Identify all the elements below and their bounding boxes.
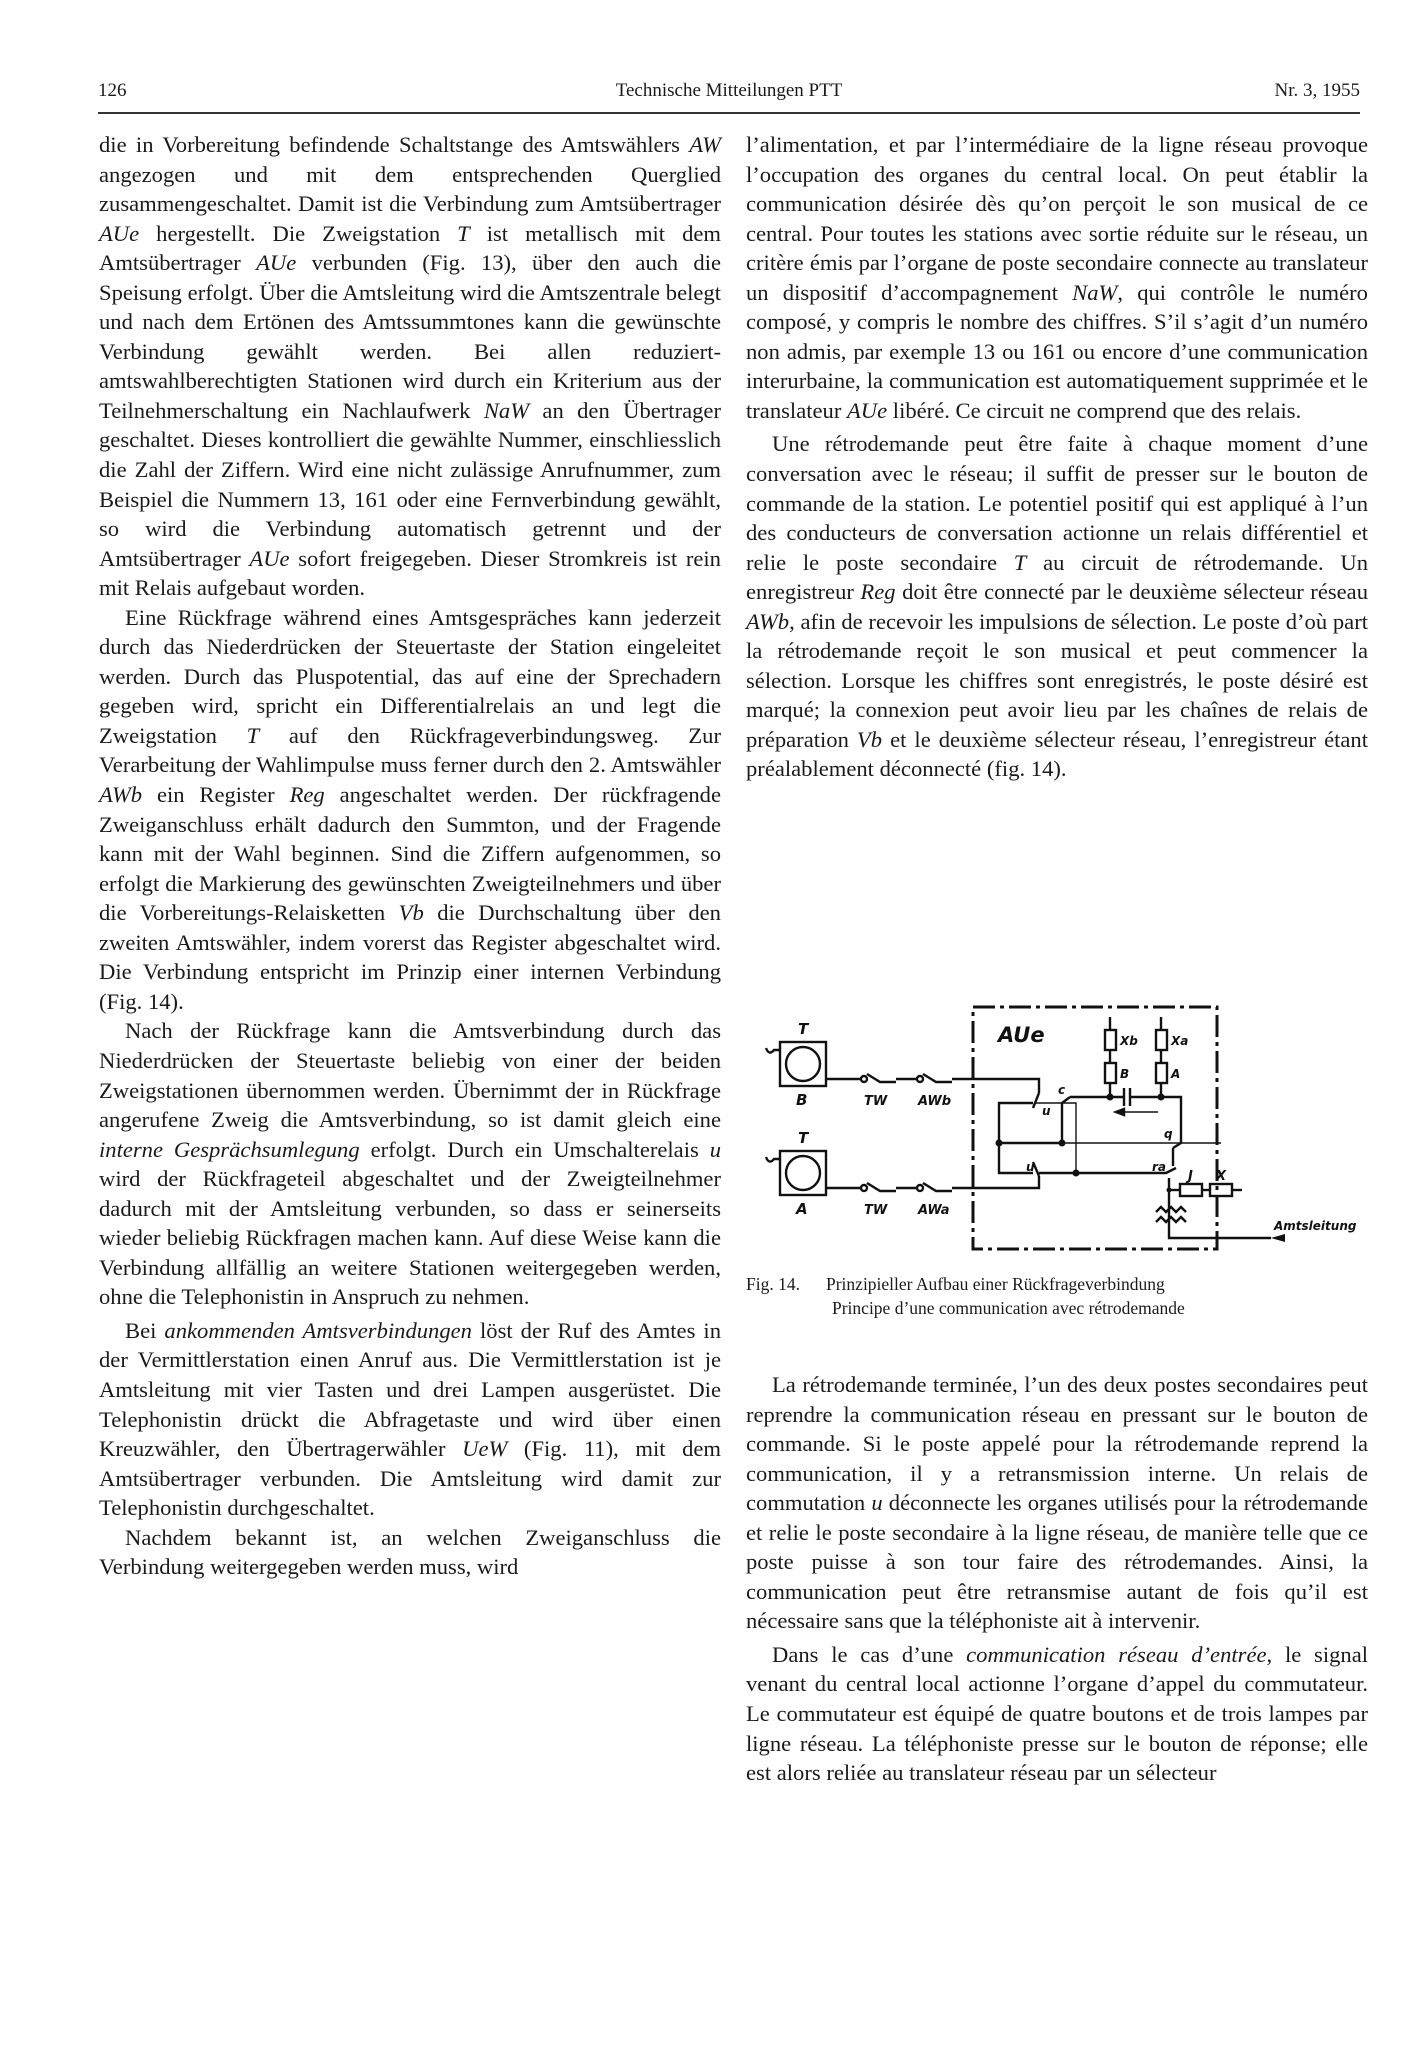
label-relay-a: A bbox=[1171, 1067, 1181, 1081]
label-station-b: B bbox=[796, 1091, 808, 1109]
italic-term: AUe bbox=[256, 250, 297, 276]
paragraph: La rétrodemande terminée, l’un des deux postes secondaires peut reprendre la communication réseau en pressant sur le bouton de commande. Si le poste appelé pour la rétrodemande reprend la communication, il y a retransmission interne. Un relais de commutation u déconnecte les organes utilisés pour la rétrodemande et relie le poste secondaire à la ligne réseau, de manière telle que ce poste puisse à son tour faire des rétrodemandes. Ainsi, la communication peut être retransmise autant de fois qu’il est nécessaire sans que la téléphoniste ait à intervenir. bbox=[746, 1372, 1369, 1634]
italic-term: Reg bbox=[860, 579, 896, 605]
label-amtsleitung: Amtsleitung bbox=[1274, 1219, 1357, 1233]
label-j: J bbox=[1188, 1169, 1193, 1184]
label-tw-bottom: TW bbox=[864, 1203, 888, 1218]
relay-contact-u-top bbox=[1033, 1093, 1039, 1108]
italic-term: AUe bbox=[249, 545, 290, 571]
paragraph: Nach der Rückfrage kann die Amtsverbindung durch das Niederdrücken der Steuertaste beliebig von einer der beiden Zweigstationen übernommen werden. Übernimmt der in Rückfrage angerufene Zweig die Amtsverbindung, so ist damit gleich eine interne Gesprächsumlegung erfolgt. Durch ein Umschalterelais u wird der Rückfrageteil abgeschaltet und der Zweigteilnehmer dadurch mit der Amtsleitung verbunden, so dass er seinerseits wieder beliebig Rückfragen machen kann. Auf diese Weise kann die Verbindung allfällig an weitere Stationen weitergegeben werden, ohne die Telephonistin in Anspruch zu nehmen. bbox=[99, 1018, 721, 1310]
italic-term: T bbox=[1013, 549, 1027, 575]
label-station-bottom-t: T bbox=[798, 1129, 809, 1147]
figure-caption bbox=[746, 1272, 1360, 1320]
italic-term: ankommenden Amtsverbindungen bbox=[164, 1317, 472, 1343]
italic-term: UeW bbox=[462, 1436, 508, 1462]
italic-term: u bbox=[709, 1136, 721, 1162]
caption-french: Principe d’une communication avec rétrodemande bbox=[832, 1298, 1185, 1318]
italic-term: NaW bbox=[483, 397, 530, 423]
right-column-top bbox=[746, 130, 1368, 784]
italic-term: NaW bbox=[1072, 279, 1118, 305]
paragraph: l’alimentation, et par l’intermédiaire de la ligne réseau provoque l’occupation des organes du central local. On peut établir la communication désirée dès qu’on perçoit le son musical de ce central. Pour toutes les stations avec sortie réduite sur le réseau, un critère émis par l’organe de poste secondaire connecte au translateur un dispositif d’accompagnement NaW, qui contrôle le numéro composé, y compris le nombre des chiffres. S’il s’agit d’un numéro non admis, par exemple 13 ou 161 ou encore d’une communication interurbaine, la communication est automatiquement supprimée et le translateur AUe libéré. Ce circuit ne comprend que des relais. bbox=[746, 132, 1368, 423]
paragraph: Dans le cas d’une communication réseau d’entrée, le signal venant du central local actionne l’organe d’appel du commutateur. Le commutateur est équipé de quatre boutons et de trois lampes par ligne réseau. La téléphoniste presse sur le bouton de réponse; elle est alors reliée au translateur réseau par un sélecteur bbox=[746, 1641, 1368, 1786]
component-x bbox=[1210, 1184, 1232, 1196]
paragraph: Une rétrodemande peut être faite à chaque moment d’une conversation avec le réseau; il suffit de presser sur le bouton de commande de la station. Le potentiel positif qui est appliqué à l’un des conducteurs de conversation actionne un relais différentiel et relie le poste secondaire T au circuit de rétrodemande. Un enregistreur Reg doit être connecté par le deuxième sélecteur réseau AWb, afin de recevoir les impulsions de sélection. Le poste d’où part la rétrodemande reçoit le son musical et peut commencer la sélection. Lorsque les chiffres sont enregistrés, le poste désiré est marqué; la connexion peut avoir lieu par les chaînes de relais de préparation Vb et le deuxième sélecteur réseau, l’enregistreur étant préalablement déconnecté (fig. 14). bbox=[746, 431, 1368, 782]
italic-term: u bbox=[871, 1490, 883, 1516]
paragraph: Eine Rückfrage während eines Amtsgespräches kann jederzeit durch das Niederdrücken der Steuertaste der Station eingeleitet werden. Durch das Pluspotential, das auf eine der Sprechadern gegeben wird, spricht ein Differentialrelais an und legt die Zweigstation T auf den Rückfrageverbindungsweg. Zur Verarbeitung der Wahlimpulse muss ferner durch den 2. Amtswähler AWb ein Register Reg angeschaltet werden. Der rückfragende Zweiganschluss erhält dadurch den Summton, und der Fragende kann mit der Wahl beginnen. Sind die Ziffern aufgenommen, so erfolgt die Markierung des gewünschten Zweigteilnehmers und über die Vorbereitungs-Relaisketten Vb die Durchschaltung über den zweiten Amtswähler, indem vorerst das Register abgeschaltet wird. Die Verbindung entspricht im Prinzip einer internen Verbindung (Fig. 14). bbox=[99, 604, 721, 1014]
label-xa: Xa bbox=[1171, 1034, 1189, 1048]
right-column-bottom bbox=[746, 1370, 1368, 1788]
relay-xa bbox=[1156, 1030, 1167, 1050]
italic-term: Vb bbox=[856, 726, 883, 752]
caption-german: Prinzipieller Aufbau einer Rückfrageverbindung bbox=[826, 1274, 1165, 1294]
italic-term: Reg bbox=[289, 782, 325, 808]
label-tw-top: TW bbox=[864, 1094, 888, 1109]
italic-term: AWb bbox=[99, 782, 143, 808]
label-xb: Xb bbox=[1120, 1034, 1138, 1048]
label-c: c bbox=[1058, 1083, 1066, 1097]
paragraph: Nachdem bekannt ist, an welchen Zweiganschluss die Verbindung weitergegeben werden muss, wird bbox=[99, 1524, 721, 1580]
transformer-winding-top bbox=[1156, 1207, 1186, 1212]
station-a-telephone-icon bbox=[766, 1151, 826, 1195]
label-aue: AUe bbox=[998, 1023, 1045, 1047]
italic-term: AW bbox=[689, 132, 721, 157]
label-u-bottom: u bbox=[1026, 1160, 1035, 1174]
label-station-a: A bbox=[796, 1200, 808, 1218]
amtsleitung-arrow-icon bbox=[1271, 1234, 1285, 1242]
italic-term: AUe bbox=[99, 220, 140, 246]
transformer-winding-bottom bbox=[1156, 1217, 1186, 1222]
italic-term: Vb bbox=[398, 900, 424, 926]
italic-term: communication réseau d’entrée bbox=[966, 1641, 1267, 1667]
relay-b bbox=[1105, 1063, 1116, 1083]
station-b-telephone-icon bbox=[766, 1042, 826, 1086]
italic-term: AWb bbox=[746, 608, 790, 634]
issue-number: Nr. 3, 1955 bbox=[1274, 80, 1360, 101]
journal-title: Technische Mitteilungen PTT bbox=[615, 80, 843, 101]
relay-a bbox=[1156, 1063, 1167, 1083]
page-number: 126 bbox=[98, 80, 127, 101]
caption-label: Fig. 14. bbox=[746, 1274, 800, 1294]
italic-term: T bbox=[246, 722, 260, 748]
page-header bbox=[98, 80, 1360, 108]
italic-term: T bbox=[457, 220, 470, 246]
component-j bbox=[1180, 1184, 1202, 1196]
label-q: q bbox=[1164, 1127, 1173, 1141]
label-x: X bbox=[1216, 1169, 1227, 1184]
paragraph: Bei ankommenden Amtsverbindungen löst der Ruf des Amtes in der Vermittlerstation einen Anruf aus. Die Vermittlerstation ist je Amtsleitung mit vier Tasten und drei Lampen ausgerüstet. Die Telephonistin drückt die Abfragetaste und wird über einen Kreuzwähler, den Übertragerwähler UeW (Fig. 11), mit dem Amtsübertrager verbunden. Die Amtsleitung wird damit zur Telephonistin durchgeschaltet. bbox=[99, 1317, 721, 1521]
label-relay-b: B bbox=[1120, 1067, 1130, 1081]
label-ra: ra bbox=[1152, 1160, 1167, 1174]
header-rule bbox=[98, 112, 1360, 114]
paragraph: die in Vorbereitung befindende Schaltstange des Amtswählers AW angezogen und mit dem entsprechenden Querglied zusammengeschaltet. Damit ist die Verbindung zum Amtsübertrager AUe hergestellt. Die Zweigstation T ist metallisch mit dem Amtsübertrager AUe verbunden (Fig. 13), über den auch die Speisung erfolgt. Über die Amtsleitung wird die Amtszentrale belegt und nach dem Ertönen des Amtssummtones kann die gewünschte Verbindung gewählt werden. Bei allen reduziert-amtswahlberechtigten Stationen wird durch ein Kriterium aus der Teilnehmerschaltung ein Nachlaufwerk NaW an den Übertrager geschaltet. Dieses kontrolliert die gewählte Nummer, einschliesslich die Zahl der Ziffern. Wird eine nicht zulässige Anrufnummer, zum Beispiel die Nummern 13, 161 oder eine Fernverbindung gewählt, so wird die Verbindung automatisch getrennt und der Amtsübertrager AUe sofort freigegeben. Dieser Stromkreis ist rein mit Relais aufgebaut worden. bbox=[99, 132, 721, 601]
left-column bbox=[99, 130, 721, 1582]
relay-xb bbox=[1105, 1030, 1116, 1050]
italic-term: AUe bbox=[847, 397, 888, 423]
label-awa: AWa bbox=[918, 1203, 950, 1218]
label-station-top-t: T bbox=[798, 1020, 809, 1038]
figure-14-circuit-diagram bbox=[746, 990, 1360, 1255]
label-u-top: u bbox=[1042, 1104, 1051, 1118]
label-awb: AWb bbox=[918, 1094, 951, 1109]
italic-term: interne Gesprächsumlegung bbox=[99, 1136, 360, 1162]
